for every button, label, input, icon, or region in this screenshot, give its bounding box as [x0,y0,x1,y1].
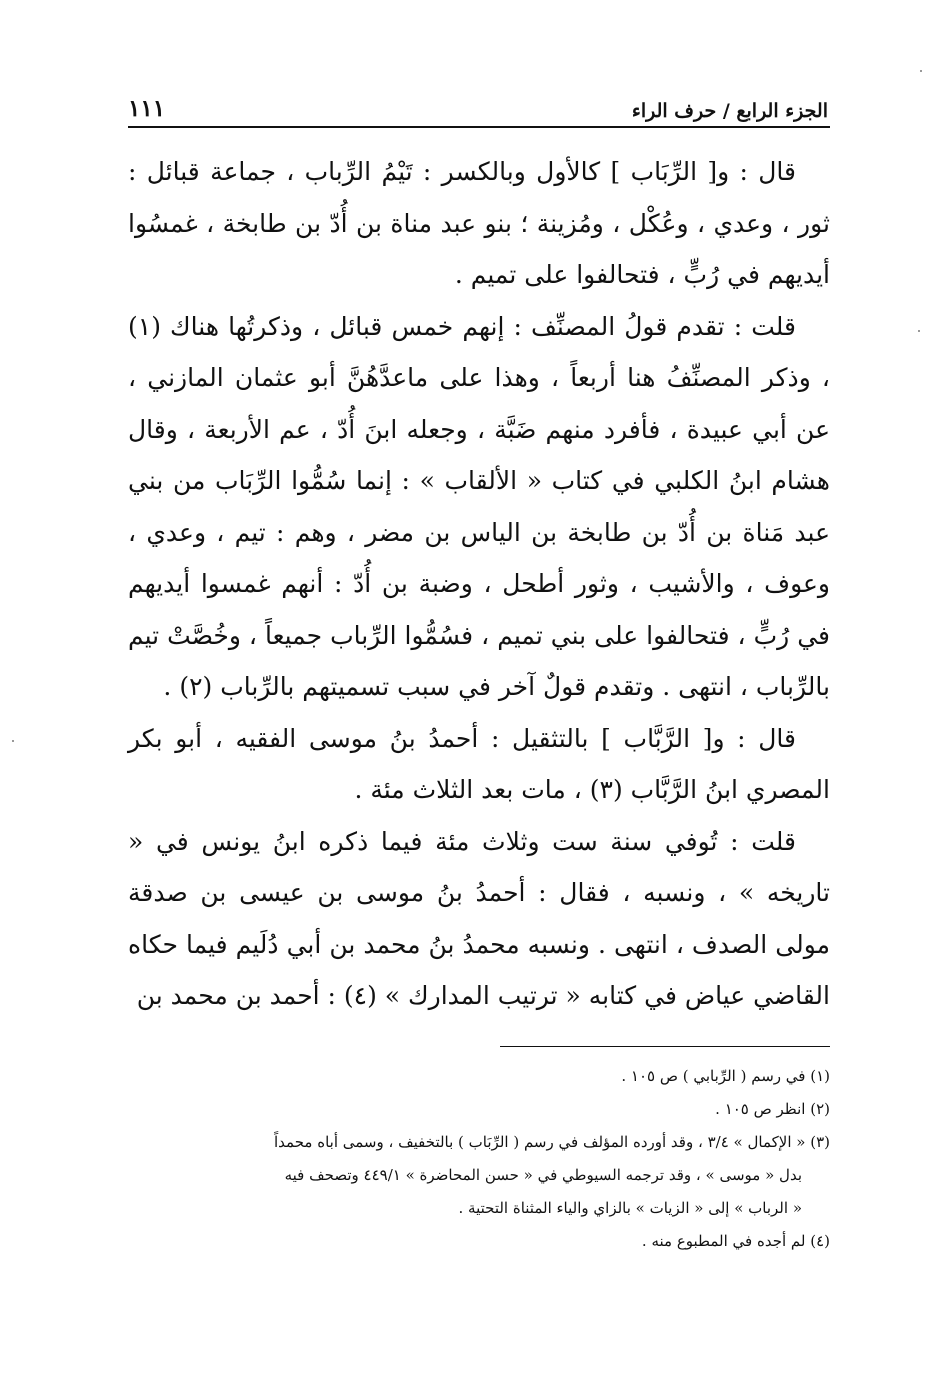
scan-speck [918,330,920,332]
paragraph: قلت : تقدم قولُ المصنِّف : إنهم خمس قبائل ، وذكرتُها هناك (١) ، وذكر المصنِّفُ هنا أربعاً ، وهذا على ماعدَّهُنَّ أبو عثمان المازني ، عن أبي عبيدة ، فأفرد منهم ضَبَّة ، وجعله ابنَ أُدّ ، عم الأربعة ، وقال هشام ابنُ الكلبي في كتاب « الألقاب » : إنما سُمُّوا الرِّبَاب من بني عبد مَناة بن أُدّ بن طابخة بن الياس بن مضر ، وهم : تيم ، وعدي ، وعوف ، والأشيب ، وثور أطحل ، وضبة بن أُدّ : أنهم غمسوا أيديهم في رُبٍّ ، فتحالفوا على بني تميم ، فسُمُّوا الرِّباب جميعاً ، وخُصَّتْ تيم بالرِّباب ، انتهى . وتقدم قولٌ آخر في سبب تسميتهم بالرِّباب (٢) . [128,311,830,701]
paragraph: قلت : تُوفي سنة ست وثلاث مئة فيما ذكره ابنُ يونس في « تاريخه » ، ونسبه ، فقال : أحمدُ بنُ موسى بن عيسى بن صدقة مولى الصدف ، انتهى . ونسبه محمدُ بنُ محمد بن أبي دُلَيم فيما حكاه القاضي عياض في كتابه « ترتيب المدارك » (٤) : أحمد بن محمد بن [128,826,830,1010]
footnote: (٣) « الإكمال » ٣/٤ ، وقد أورده المؤلف في رسم ( الرِّبَاب ) بالتخفيف ، وسمى أباه محمداً [274,1133,830,1151]
header-rule [128,126,830,128]
footnote: (١) في رسم ( الرِّبابي ) ص ١٠٥ . [621,1067,830,1085]
scan-speck [920,70,922,72]
scan-speck [12,740,14,742]
footnote: (٤) لم أجده في المطبوع منه . [641,1232,830,1250]
page-number: ١١١ [128,95,166,122]
paragraph: قال : و[ الرَّبَّاب ] بالتثقيل : أحمدُ بنُ موسى الفقيه ، أبو بكر المصري ابنُ الرَّبَّاب (٣) ، مات بعد الثلاث مئة . [128,723,830,804]
footnote-continuation: « الرباب » إلى « الزيات » بالزاي والياء المثناة التحتية . [458,1199,802,1217]
footnote: (٢) انظر ص ١٠٥ . [715,1100,830,1118]
paragraph: قال : و[ الرِّبَاب ] كالأول وبالكسر : تَيْمُ الرِّباب ، جماعة قبائل : ثور ، وعدي ، وعُكْل ، ومُزينة ؛ بنو عبد مناة بن أُدّ بن طابخة ، غمسُوا أيديهم في رُبٍّ ، فتحالفوا على تميم . [128,157,830,289]
footnote-continuation: بدل « موسى » ، وقد ترجمه السيوطي في « حسن المحاضرة » ٤٤٩/١ وتصحف فيه [284,1166,802,1184]
running-title: الجزء الرابع / حرف الراء [631,100,828,122]
page-header [128,82,828,122]
footnote-rule [500,1046,830,1047]
footnotes [128,1060,830,1258]
main-text [128,146,830,1022]
